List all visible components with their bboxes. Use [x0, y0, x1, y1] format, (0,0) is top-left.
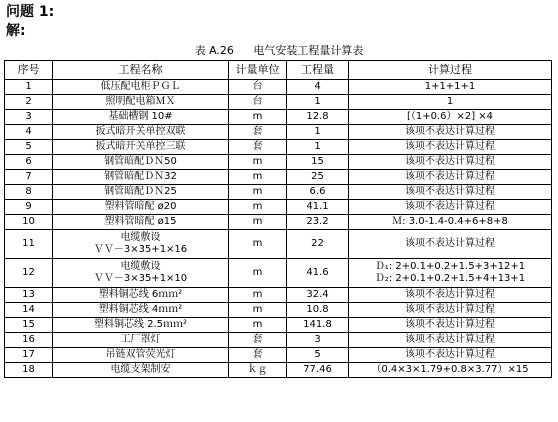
cell-name-line: 钢管暗配ＤＮ25 — [104, 186, 177, 197]
table-row — [5, 259, 552, 288]
cell-name-line: 电缆敷设 — [120, 261, 161, 272]
cell-name-line: 工厂罩灯 — [120, 334, 161, 345]
table-row — [5, 125, 552, 140]
cell-unit: m — [229, 200, 287, 215]
cell-name — [53, 348, 229, 363]
table-title: 电气安装工程量计算表 — [253, 44, 364, 57]
cell-name-line: ＶＶ－3×35+1×10 — [93, 273, 188, 284]
table-row — [5, 155, 552, 170]
cell-name-line: 电缆支架制安 — [110, 364, 171, 375]
table-header-row — [5, 61, 552, 80]
cell-no: 7 — [5, 170, 53, 185]
cell-name — [53, 303, 229, 318]
cell-unit: 套 — [229, 140, 287, 155]
cell-quantity: 22 — [287, 230, 349, 259]
cell-process — [349, 318, 552, 333]
cell-process — [349, 95, 552, 110]
cell-name-line: ＶＶ－3×35+1×16 — [93, 244, 188, 255]
cell-name-line: 照明配电箱ＭＸ — [105, 96, 176, 107]
cell-quantity: 10.8 — [287, 303, 349, 318]
cell-process-line: 该项不表达计算过程 — [405, 319, 495, 330]
cell-unit: ｋｇ — [229, 363, 287, 378]
table-row — [5, 318, 552, 333]
cell-name-line: 扳式暗开关单控双联 — [95, 126, 186, 137]
table-row — [5, 230, 552, 259]
cell-quantity: 15 — [287, 155, 349, 170]
cell-name — [53, 155, 229, 170]
cell-name — [53, 318, 229, 333]
cell-name-line: 塑料管暗配 ø20 — [104, 201, 177, 212]
cell-no: 3 — [5, 110, 53, 125]
table-caption — [0, 44, 558, 58]
cell-name-line: 塑料铜芯线 6ｍｍ² — [98, 289, 183, 300]
table-row — [5, 80, 552, 95]
cell-unit: 台 — [229, 95, 287, 110]
cell-name — [53, 170, 229, 185]
cell-process-line: 该项不表达计算过程 — [405, 334, 495, 345]
column-header-no: 序号 — [5, 61, 53, 80]
cell-no: 13 — [5, 288, 53, 303]
cell-process-line: Ｄ₂: 2+0.1+0.2+1.5+4+13+1 — [374, 273, 526, 284]
cell-process-line: 该项不表达计算过程 — [405, 238, 495, 249]
cell-process-line: 1+1+1+1 — [424, 81, 476, 92]
cell-quantity: 3 — [287, 333, 349, 348]
table-row — [5, 95, 552, 110]
cell-process-line: 该项不表达计算过程 — [405, 141, 495, 152]
table-row — [5, 215, 552, 230]
column-header-process: 计算过程 — [349, 61, 552, 80]
cell-no: 2 — [5, 95, 53, 110]
table-row — [5, 348, 552, 363]
cell-unit: m — [229, 155, 287, 170]
cell-name — [53, 80, 229, 95]
cell-name — [53, 288, 229, 303]
cell-no: 5 — [5, 140, 53, 155]
cell-quantity: 32.4 — [287, 288, 349, 303]
cell-name-line: 塑料管暗配 ø15 — [104, 216, 177, 227]
table-row — [5, 288, 552, 303]
cell-name — [53, 363, 229, 378]
cell-unit: m — [229, 259, 287, 288]
cell-name-line: 扳式暗开关单控三联 — [95, 141, 186, 152]
cell-quantity: 12.8 — [287, 110, 349, 125]
cell-quantity: 1 — [287, 95, 349, 110]
cell-no: 1 — [5, 80, 53, 95]
cell-unit: m — [229, 110, 287, 125]
cell-no: 18 — [5, 363, 53, 378]
cell-quantity: 25 — [287, 170, 349, 185]
cell-unit: m — [229, 170, 287, 185]
cell-process-line: （0.4×3×1.79+0.8×3.77）×15 — [371, 364, 529, 375]
cell-name-line: 钢管暗配ＤＮ50 — [104, 156, 177, 167]
cell-process-line: [（1+0.6）×2] ×4 — [406, 111, 494, 122]
table-row — [5, 140, 552, 155]
cell-process-line: 1 — [446, 96, 454, 107]
cell-no: 15 — [5, 318, 53, 333]
cell-name-line: 塑料铜芯线 2.5ｍｍ² — [93, 319, 188, 330]
cell-unit: 套 — [229, 348, 287, 363]
cell-process-line: 该项不表达计算过程 — [405, 349, 495, 360]
cell-name — [53, 140, 229, 155]
cell-process — [349, 140, 552, 155]
cell-quantity: 4 — [287, 80, 349, 95]
cell-process — [349, 110, 552, 125]
cell-process — [349, 215, 552, 230]
cell-name — [53, 230, 229, 259]
table-row — [5, 333, 552, 348]
cell-process — [349, 348, 552, 363]
cell-process-line: 该项不表达计算过程 — [405, 171, 495, 182]
cell-process-line: Ｄ₁: 2+0.1+0.2+1.5+3+12+1 — [374, 261, 526, 272]
cell-unit: 套 — [229, 333, 287, 348]
cell-quantity: 23.2 — [287, 215, 349, 230]
cell-no: 8 — [5, 185, 53, 200]
cell-name — [53, 125, 229, 140]
cell-process — [349, 333, 552, 348]
cell-quantity: 1 — [287, 140, 349, 155]
cell-name — [53, 215, 229, 230]
cell-no: 17 — [5, 348, 53, 363]
cell-process — [349, 200, 552, 215]
quantity-calculation-table — [4, 60, 552, 378]
cell-name — [53, 259, 229, 288]
cell-process — [349, 288, 552, 303]
cell-process-line: 该项不表达计算过程 — [405, 126, 495, 137]
cell-unit: m — [229, 303, 287, 318]
cell-process — [349, 303, 552, 318]
cell-quantity: 41.1 — [287, 200, 349, 215]
cell-unit: m — [229, 230, 287, 259]
cell-process-line: 该项不表达计算过程 — [405, 304, 495, 315]
cell-process-line: 该项不表达计算过程 — [405, 186, 495, 197]
cell-no: 6 — [5, 155, 53, 170]
cell-unit: m — [229, 215, 287, 230]
cell-name — [53, 185, 229, 200]
table-number: 表 A.26 — [194, 44, 234, 57]
cell-process — [349, 185, 552, 200]
cell-unit: 台 — [229, 80, 287, 95]
cell-process-line: 该项不表达计算过程 — [405, 156, 495, 167]
column-header-quantity: 工程量 — [287, 61, 349, 80]
cell-quantity: 141.8 — [287, 318, 349, 333]
cell-process — [349, 259, 552, 288]
cell-no: 4 — [5, 125, 53, 140]
cell-no: 9 — [5, 200, 53, 215]
cell-name-line: 钢管暗配ＤＮ32 — [104, 171, 177, 182]
cell-quantity: 6.6 — [287, 185, 349, 200]
cell-name-line: 电缆敷设 — [120, 232, 161, 243]
cell-name-line: 吊链双管荧光灯 — [105, 349, 176, 360]
cell-process — [349, 80, 552, 95]
cell-no: 11 — [5, 230, 53, 259]
cell-name-line: 基础槽钢 10# — [108, 111, 173, 122]
cell-no: 12 — [5, 259, 53, 288]
cell-unit: m — [229, 288, 287, 303]
cell-quantity: 77.46 — [287, 363, 349, 378]
cell-name — [53, 95, 229, 110]
cell-quantity: 5 — [287, 348, 349, 363]
cell-process — [349, 363, 552, 378]
answer-heading: 解: — [6, 23, 26, 39]
cell-name-line: 低压配电柜ＰＧＬ — [100, 81, 181, 92]
cell-name — [53, 110, 229, 125]
cell-unit: m — [229, 318, 287, 333]
cell-name — [53, 200, 229, 215]
cell-name — [53, 333, 229, 348]
table-row — [5, 200, 552, 215]
cell-no: 10 — [5, 215, 53, 230]
cell-no: 14 — [5, 303, 53, 318]
column-header-name: 工程名称 — [53, 61, 229, 80]
table-row — [5, 110, 552, 125]
cell-process — [349, 230, 552, 259]
column-header-unit: 计量单位 — [229, 61, 287, 80]
table-row — [5, 363, 552, 378]
table-body — [5, 80, 552, 378]
cell-no: 16 — [5, 333, 53, 348]
cell-quantity: 41.6 — [287, 259, 349, 288]
table-row — [5, 170, 552, 185]
cell-process-line: Ｍ: 3.0-1.4-0.4+6+8+8 — [392, 216, 508, 227]
cell-quantity: 1 — [287, 125, 349, 140]
cell-process-line: 该项不表达计算过程 — [405, 289, 495, 300]
question-heading: 问题 1: — [6, 4, 55, 20]
cell-name-line: 塑料铜芯线 4ｍｍ² — [98, 304, 183, 315]
cell-process — [349, 125, 552, 140]
table-row — [5, 303, 552, 318]
cell-process — [349, 155, 552, 170]
table-row — [5, 185, 552, 200]
cell-unit: 套 — [229, 125, 287, 140]
cell-unit: m — [229, 185, 287, 200]
cell-process-line: 该项不表达计算过程 — [405, 201, 495, 212]
cell-process — [349, 170, 552, 185]
